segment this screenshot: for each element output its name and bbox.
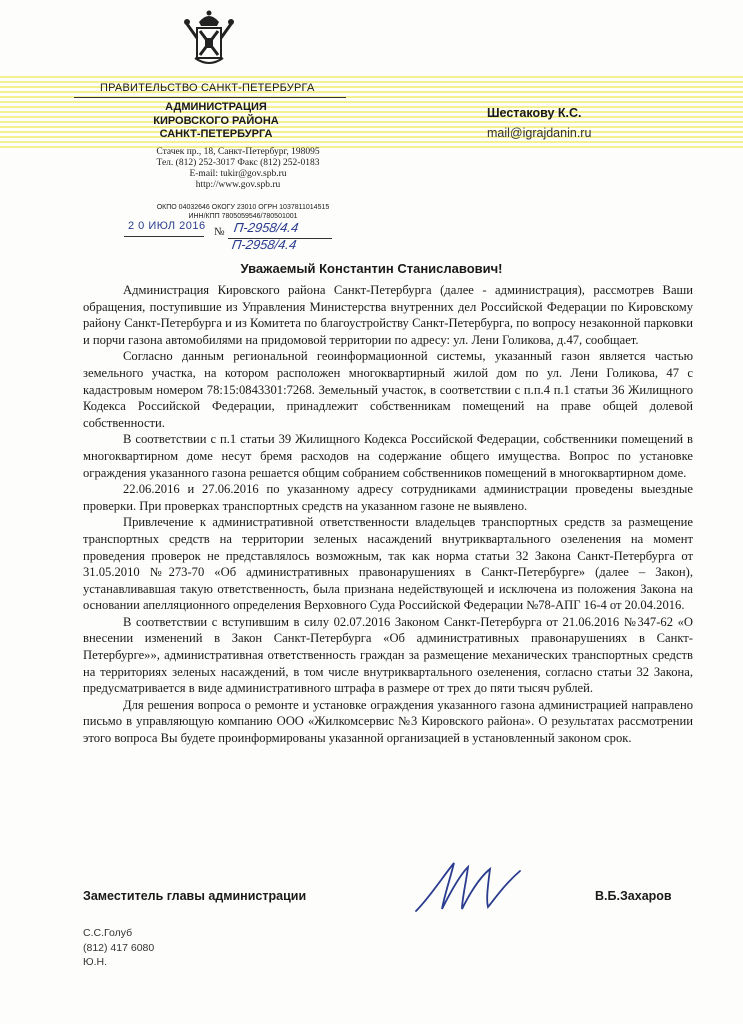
- number-sign: №: [214, 226, 225, 238]
- admin-address: [140, 147, 336, 191]
- address-website: http://www.gov.spb.ru: [195, 180, 281, 190]
- handwritten-signature: [410, 857, 525, 917]
- paragraph: Администрация Кировского района Санкт-Петербурга (далее - администрация), рассмотрев Ваши обращения, поступившие из Управления Министерства внутренних дел Российской Федерации по Кировскому району Санкт-Петербурга и из Комитета по благоустройству Санкт-Петербурга, по вопросу незаконной парковки и порчи газона автомобилями на придомовой территории по адресу: ул. Лени Голикова, д.47, сообщает.: [83, 283, 693, 347]
- registration-codes: [138, 203, 348, 221]
- address-line: Тел. (812) 252-3017 Факс (812) 252-0183: [156, 158, 320, 168]
- paragraph: Привлечение к административной ответственности владельцев транспортных средств за размещение транспортных средств на территории зеленых насаждений внутриквартального озеленения на момент проведения проверок не представлялось возможным, так как норма статьи 32 Закона Санкт-Петербурга от 31.05.2010 №273-70 «Об административных правонарушениях в Санкт-Петербурге» (далее – Закон), устанавливавшая такую ответственность, была признана недействующей и исключена из положения Закона на основании апелляционного определения Верховного Суда Российской Федерации №78-АПГ 16-4 от 20.04.2016.: [83, 515, 693, 613]
- coat-of-arms-icon: [183, 8, 235, 68]
- paragraph: 22.06.2016 и 27.06.2016 по указанному адресу сотрудниками администрации проведены выездные проверки. При проверках транспортных средств на указанном газоне не выявлено.: [83, 482, 693, 513]
- letter-body: [83, 282, 693, 747]
- paragraph: Для решения вопроса о ремонте и установке ограждения указанного газона администрацией направлено письмо в управляющую компанию ООО «Жилкомсервис №3 Кировского района». О результатах рассмотрении этого вопроса Вы будете проинформированы указанной организацией в установленный законом срок.: [83, 697, 693, 746]
- registration-number: П-2958/4.4: [232, 220, 300, 235]
- stamp-date: 2 0 ИЮЛ 2016: [128, 220, 206, 232]
- greeting: Уважаемый Константин Станиславович!: [240, 261, 503, 276]
- signer-title: Заместитель главы администрации: [83, 889, 307, 903]
- contact-initials: Ю.Н.: [83, 956, 108, 968]
- address-email: E-mail: tukir@gov.spb.ru: [189, 169, 287, 179]
- signer-name: В.Б.Захаров: [595, 889, 672, 903]
- government-divider: [74, 97, 346, 98]
- paragraph: В соответствии с вступившим в силу 02.07.2016 Законом Санкт-Петербурга от 21.06.2016 №347-62 «О внесении изменений в Закон Санкт-Петербурга «Об административных правонарушениях в Санкт-Петербурге»», административная ответственность граждан за размещение механических транспортных средств на территориях зеленых насаждений, в том числе внутриквартального озеленения, согласно статьи 32 Закона, предусматривается в виде административного штрафа в размере от трех до пяти тысяч рублей.: [83, 614, 693, 696]
- admin-name: [140, 101, 292, 142]
- date-underline: [124, 236, 204, 237]
- recipient-block: [487, 103, 591, 143]
- admin-line: САНКТ-ПЕТЕРБУРГА: [159, 128, 273, 140]
- paragraph: В соответствии с п.1 статьи 39 Жилищного Кодекса Российской Федерации, собственники помещений в многоквартирном доме несут бремя расходов на содержание общего имущества. Вопрос по установке ограждения указанного газона решается общим собранием собственников помещений в многоквартирном доме.: [83, 432, 693, 480]
- contact-block: [83, 926, 154, 970]
- contact-phone: (812) 417 6080: [83, 941, 155, 954]
- paragraph: Согласно данным региональной геоинформационной системы, указанный газон является частью земельного участка, на котором расположен многоквартирный жилой дом по ул. Лени Голикова, 47 с кадастровым номером 78:15:0843301:7268. Земельный участок, в соответствии с п.п.4 п.1 статьи 36 Жилищного Кодекса Российской Федерации, принадлежит собственникам помещений на праве общей долевой собственности.: [83, 349, 693, 430]
- recipient-email: mail@igrajdanin.ru: [487, 126, 592, 140]
- recipient-name: Шестакову К.С.: [487, 106, 582, 120]
- address-line: Стачек пр., 18, Санкт-Петербург, 198095: [156, 147, 320, 157]
- codes-line: ИНН/КПП 7805059546/780501001: [188, 213, 298, 220]
- admin-line: АДМИНИСТРАЦИЯ: [165, 101, 267, 113]
- admin-line: КИРОВСКОГО РАЙОНА: [153, 114, 279, 127]
- registration-number: П-2958/4.4: [230, 237, 298, 252]
- contact-executor: С.С.Голуб: [83, 927, 133, 939]
- codes-line: ОКПО 04032646 ОКОГУ 23010 ОГРН 1037811014515: [156, 204, 330, 211]
- government-title: ПРАВИТЕЛЬСТВО САНКТ-ПЕТЕРБУРГА: [100, 82, 315, 94]
